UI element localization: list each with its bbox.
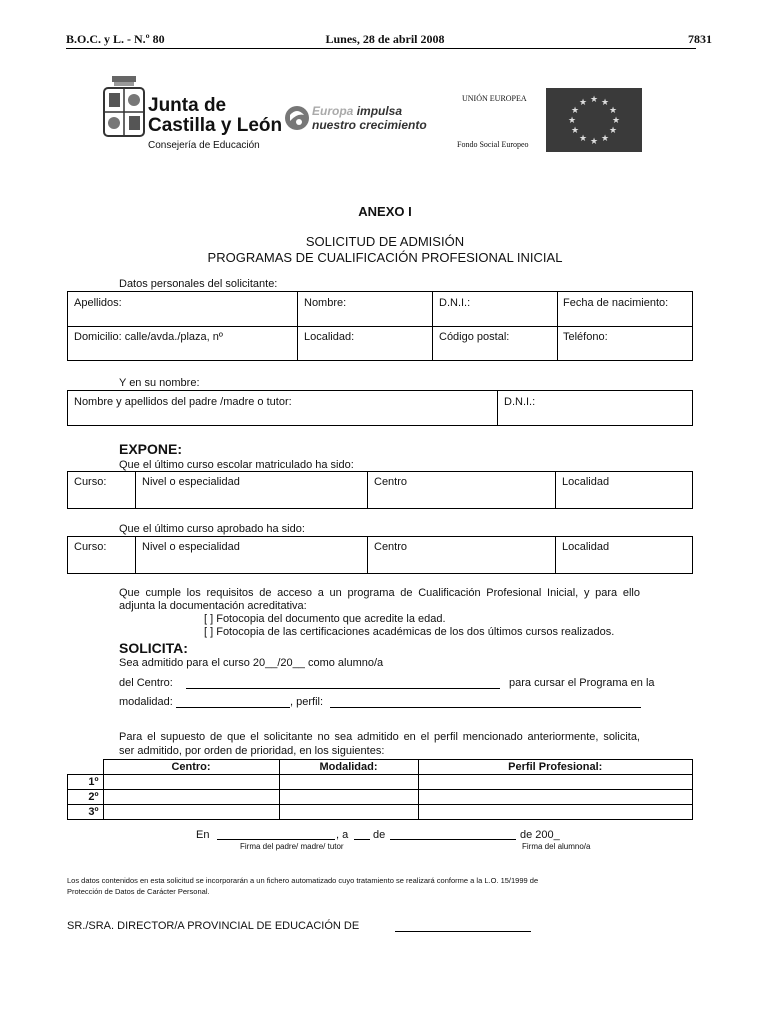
svg-text:★: ★ bbox=[608, 106, 618, 116]
svg-text:★: ★ bbox=[611, 116, 621, 126]
svg-text:★: ★ bbox=[600, 98, 610, 108]
impulsa-word: impulsa bbox=[356, 104, 403, 118]
birthdate-field[interactable]: Fecha de nacimiento: bbox=[563, 297, 669, 309]
last-passed-text: Que el último curso aprobado ha sido: bbox=[119, 523, 305, 535]
pref-1-profile-cell[interactable] bbox=[418, 775, 693, 790]
expone-heading: EXPONE: bbox=[119, 441, 183, 457]
last-passed-table bbox=[67, 536, 693, 574]
pref-rank: 1º bbox=[68, 775, 104, 790]
address-field[interactable]: Domicilio: calle/avda./plaza, nº bbox=[74, 331, 223, 343]
eu-fund: Fondo Social Europeo bbox=[457, 140, 529, 149]
jcyl-name bbox=[148, 96, 282, 136]
eu-stars-icon bbox=[546, 88, 642, 152]
header-divider bbox=[66, 48, 696, 49]
pref-rank: 2º bbox=[68, 790, 104, 805]
requisites-text-1: Que cumple los requisitos de acceso a un programa de Cualificación Profesional Inicial, y para ello bbox=[119, 587, 640, 599]
form-title-1: SOLICITUD DE ADMISIÓN bbox=[305, 234, 465, 249]
table-row bbox=[68, 805, 693, 820]
passed-locality-field[interactable]: Localidad bbox=[562, 541, 610, 553]
last-enrolled-text: Que el último curso escolar matriculado ha sido: bbox=[119, 459, 354, 471]
table-row bbox=[68, 760, 693, 775]
empty-cell bbox=[68, 760, 104, 775]
europa-slogan-line2: nuestro crecimiento bbox=[312, 118, 427, 132]
table-row bbox=[68, 775, 693, 790]
day-input-line[interactable] bbox=[354, 839, 370, 840]
row-divider bbox=[68, 326, 692, 327]
dni-field[interactable]: D.N.I.: bbox=[439, 297, 471, 309]
pref-col-modality: Modalidad: bbox=[279, 760, 418, 775]
province-input-line[interactable] bbox=[395, 931, 531, 932]
signature-year-label: de 200_ bbox=[520, 829, 560, 841]
divider bbox=[135, 537, 136, 573]
svg-text:★: ★ bbox=[589, 137, 599, 147]
europa-slogan bbox=[312, 104, 427, 132]
header-page-number: 7831 bbox=[688, 32, 712, 46]
solicita-heading: SOLICITA: bbox=[119, 640, 188, 656]
jcyl-logo bbox=[102, 76, 146, 147]
enrolled-level-field[interactable]: Nivel o especialidad bbox=[142, 476, 240, 488]
passed-course-field[interactable]: Curso: bbox=[74, 541, 107, 553]
eu-flag bbox=[546, 88, 642, 157]
enrolled-locality-field[interactable]: Localidad bbox=[562, 476, 610, 488]
divider bbox=[367, 537, 368, 573]
month-input-line[interactable] bbox=[390, 839, 516, 840]
place-input-line[interactable] bbox=[217, 839, 335, 840]
pref-2-modality-cell[interactable] bbox=[279, 790, 418, 805]
passed-level-field[interactable]: Nivel o especialidad bbox=[142, 541, 240, 553]
svg-text:★: ★ bbox=[608, 126, 618, 136]
center-label: del Centro: bbox=[119, 677, 173, 689]
course-request-text: Sea admitido para el curso 20__/20__ como alumno/a bbox=[119, 657, 384, 669]
tutor-dni-field[interactable]: D.N.I.: bbox=[504, 396, 536, 408]
enrolled-center-field[interactable]: Centro bbox=[374, 476, 408, 488]
pref-2-center-cell[interactable] bbox=[103, 790, 279, 805]
modality-input-line[interactable] bbox=[176, 707, 290, 708]
student-signature-caption: Firma del alumno/a bbox=[522, 842, 591, 851]
svg-text:★: ★ bbox=[589, 95, 599, 105]
parent-signature-caption: Firma del padre/ madre/ tutor bbox=[240, 842, 344, 851]
signature-de-label: de bbox=[373, 829, 386, 841]
doc-checkbox-age[interactable]: [ ] Fotocopia del documento que acredite la edad. bbox=[204, 613, 446, 625]
jcyl-name-line1: Junta de bbox=[148, 95, 227, 116]
svg-text:★: ★ bbox=[570, 126, 580, 136]
modality-label: modalidad: bbox=[119, 696, 173, 708]
tutor-name-field[interactable]: Nombre y apellidos del padre /madre o tutor: bbox=[74, 396, 292, 408]
personal-data-table bbox=[67, 291, 693, 361]
passed-center-field[interactable]: Centro bbox=[374, 541, 408, 553]
pref-col-profile: Perfil Profesional: bbox=[418, 760, 693, 775]
divider bbox=[497, 391, 498, 425]
europa-word: Europa bbox=[312, 104, 354, 118]
personal-data-heading: Datos personales del solicitante: bbox=[119, 278, 278, 290]
table-row bbox=[68, 790, 693, 805]
phone-field[interactable]: Teléfono: bbox=[563, 331, 608, 343]
nombre-field[interactable]: Nombre: bbox=[304, 297, 347, 309]
enrolled-course-field[interactable]: Curso: bbox=[74, 476, 107, 488]
eu-title: UNIÓN EUROPEA bbox=[462, 94, 527, 103]
profile-label: , perfil: bbox=[290, 696, 324, 708]
divider bbox=[555, 472, 556, 508]
pref-1-modality-cell[interactable] bbox=[279, 775, 418, 790]
signature-en-label: En bbox=[196, 829, 210, 841]
tutor-heading: Y en su nombre: bbox=[119, 377, 200, 389]
doc-checkbox-certificates[interactable]: [ ] Fotocopia de las certificaciones académicas de los dos últimos cursos realizados. bbox=[204, 626, 615, 638]
pref-2-profile-cell[interactable] bbox=[418, 790, 693, 805]
legal-text-2: Protección de Datos de Carácter Personal. bbox=[67, 887, 210, 896]
last-enrolled-table bbox=[67, 471, 693, 509]
form-title-2: PROGRAMAS DE CUALIFICACIÓN PROFESIONAL INICIAL bbox=[207, 250, 563, 265]
signature-a-label: , a bbox=[336, 829, 349, 841]
legal-text-1: Los datos contenidos en esta solicitud se incorporarán a un fichero automatizado cuyo tratamiento se realizará conforme a la L.O. 15/1999 de bbox=[67, 876, 539, 885]
divider bbox=[297, 292, 298, 326]
postal-code-field[interactable]: Código postal: bbox=[439, 331, 510, 343]
pref-3-center-cell[interactable] bbox=[103, 805, 279, 820]
tutor-table bbox=[67, 390, 693, 426]
europa-logo bbox=[284, 103, 310, 138]
svg-text:★: ★ bbox=[578, 134, 588, 144]
requisites-text-2: adjunta la documentación acreditativa: bbox=[119, 600, 307, 612]
annex-title: ANEXO I bbox=[358, 204, 412, 219]
profile-input-line[interactable] bbox=[330, 707, 641, 708]
divider bbox=[297, 326, 298, 360]
pref-rank: 3º bbox=[68, 805, 104, 820]
locality-field[interactable]: Localidad: bbox=[304, 331, 355, 343]
pref-3-modality-cell[interactable] bbox=[279, 805, 418, 820]
addressee-text: SR./SRA. DIRECTOR/A PROVINCIAL DE EDUCACIÓN DE bbox=[67, 920, 360, 932]
svg-text:★: ★ bbox=[570, 106, 580, 116]
alternative-text-2: ser admitido, por orden de prioridad, en los siguientes: bbox=[119, 745, 385, 757]
europa-swirl-icon bbox=[284, 103, 310, 133]
svg-text:★: ★ bbox=[567, 116, 577, 126]
pref-col-center: Centro: bbox=[103, 760, 279, 775]
svg-text:★: ★ bbox=[600, 134, 610, 144]
header-bulletin: B.O.C. y L. - N.º 80 bbox=[66, 32, 165, 46]
pref-1-center-cell[interactable] bbox=[103, 775, 279, 790]
divider bbox=[135, 472, 136, 508]
pref-3-profile-cell[interactable] bbox=[418, 805, 693, 820]
alternative-text-1: Para el supuesto de que el solicitante no sea admitido en el perfil mencionado anteriormente, solicita, bbox=[119, 731, 640, 743]
preference-table bbox=[67, 759, 693, 820]
para-cursar-text: para cursar el Programa en la bbox=[509, 677, 655, 689]
jcyl-department: Consejería de Educación bbox=[148, 140, 260, 151]
header-date: Lunes, 28 de abril 2008 bbox=[325, 32, 445, 46]
apellidos-field[interactable]: Apellidos: bbox=[74, 297, 122, 309]
jcyl-name-line2: Castilla y León bbox=[148, 115, 283, 136]
jcyl-shield-icon bbox=[102, 76, 146, 142]
center-input-line[interactable] bbox=[186, 688, 500, 689]
divider bbox=[555, 537, 556, 573]
svg-text:★: ★ bbox=[578, 98, 588, 108]
divider bbox=[367, 472, 368, 508]
